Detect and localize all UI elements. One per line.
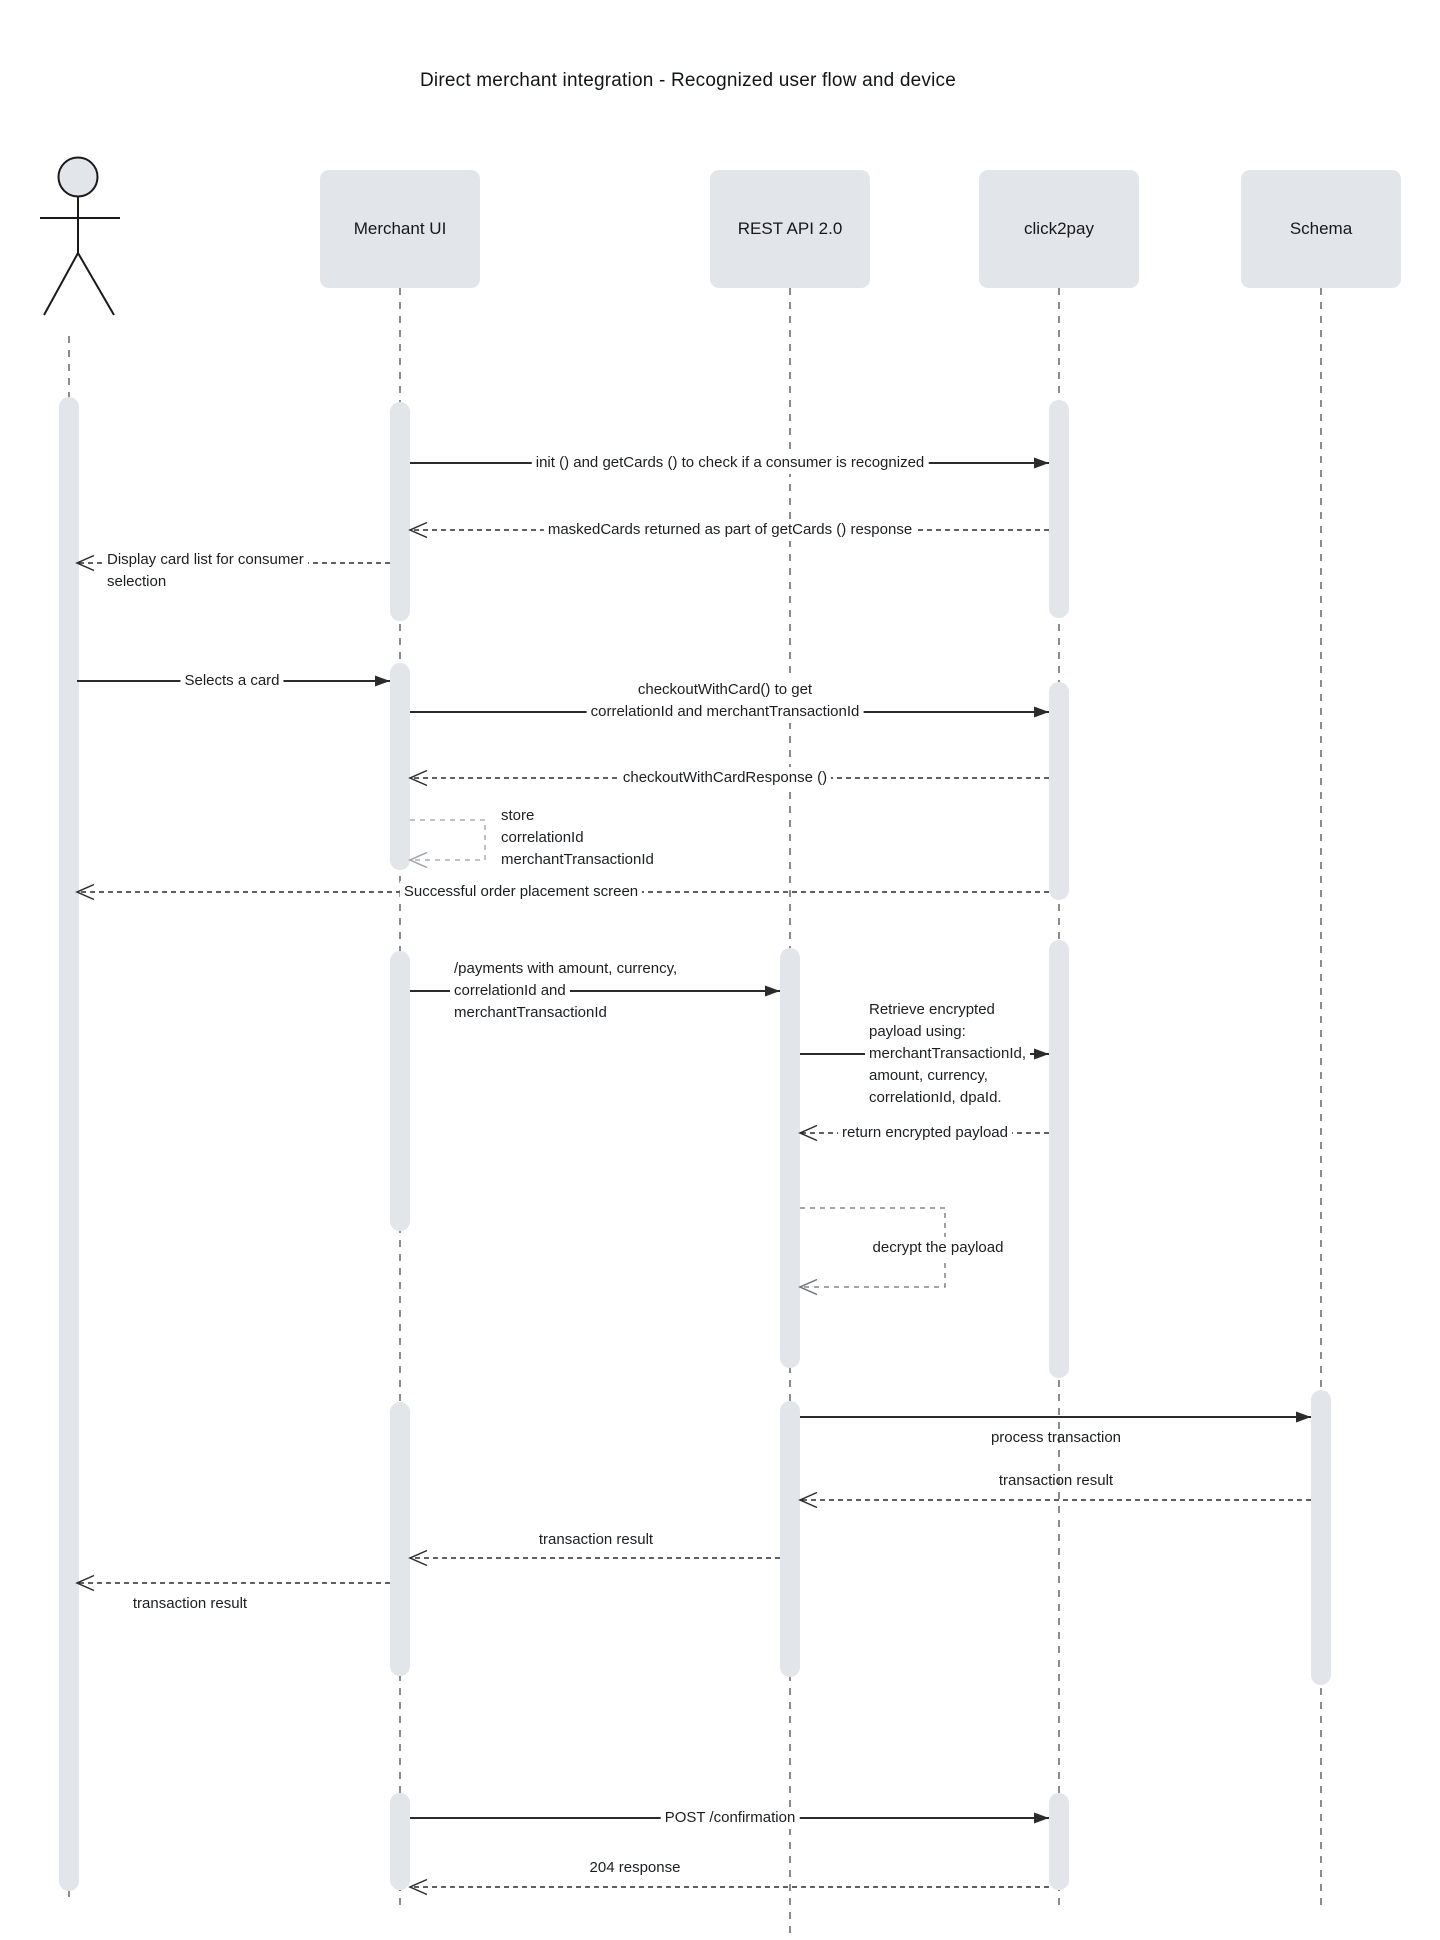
message-checkoutwithcard-label: checkoutWithCard() to get correlationId and merchantTransactionId	[587, 679, 864, 723]
message-display-card-list-label: Display card list for consumer selection	[103, 549, 308, 593]
message-retrieve-payload-label: Retrieve encrypted payload using: merchantTransactionId, amount, currency, correlationId, dpaId.	[865, 999, 1030, 1109]
participant-label-click2pay: click2pay	[1024, 219, 1094, 238]
participant-box-click2pay	[979, 170, 1139, 288]
message-checkoutwithcard-arrowhead	[1034, 707, 1049, 718]
activation-schema	[1311, 1390, 1331, 1685]
message-store-ids-label: store correlationId merchantTransactionId	[497, 805, 658, 871]
message-process-transaction-label: process transaction	[990, 1429, 1122, 1446]
activation-click2pay	[1049, 940, 1069, 1378]
message-successful-order-label: Successful order placement screen	[400, 881, 642, 903]
message-init-getcards-label: init () and getCards () to check if a consumer is recognized	[532, 452, 929, 474]
message-decrypt-payload-label: decrypt the payload	[869, 1237, 1008, 1259]
participant-box-merchant-ui	[320, 170, 480, 288]
message-transaction-result-rest-label: transaction result	[538, 1531, 654, 1548]
activation-click2pay	[1049, 682, 1069, 900]
message-post-confirmation-label: POST /confirmation	[661, 1807, 800, 1829]
message-init-getcards-arrowhead	[1034, 458, 1049, 469]
activation-user	[59, 397, 79, 1891]
activation-click2pay	[1049, 400, 1069, 618]
activation-rest-api	[780, 948, 800, 1368]
activation-click2pay	[1049, 1793, 1069, 1890]
message-204-response-label: 204 response	[589, 1859, 681, 1876]
message-retrieve-payload-arrowhead	[1034, 1049, 1049, 1060]
activation-merchant-ui	[390, 663, 410, 870]
message-transaction-result-user-label: transaction result	[132, 1595, 248, 1612]
message-store-ids-loop	[410, 820, 485, 860]
activation-merchant-ui	[390, 402, 410, 621]
participant-box-rest-api	[710, 170, 870, 288]
message-checkoutwithcard-response-label: checkoutWithCardResponse ()	[619, 767, 831, 789]
message-process-transaction-arrowhead	[1296, 1412, 1311, 1423]
message-maskedcards-label: maskedCards returned as part of getCards () response	[544, 519, 916, 541]
message-selects-a-card-arrowhead	[375, 676, 390, 687]
participant-label-rest-api: REST API 2.0	[737, 219, 843, 238]
activation-rest-api	[780, 1401, 800, 1677]
message-post-confirmation-arrowhead	[1034, 1813, 1049, 1824]
activation-merchant-ui	[390, 1793, 410, 1890]
message-payments-label: /payments with amount, currency, correlationId and merchantTransactionId	[450, 958, 681, 1024]
message-transaction-result-schema-label: transaction result	[998, 1472, 1114, 1489]
message-return-payload-label: return encrypted payload	[838, 1122, 1012, 1144]
participant-box-schema	[1241, 170, 1401, 288]
message-selects-a-card-label: Selects a card	[180, 670, 283, 692]
activation-merchant-ui	[390, 951, 410, 1231]
diagram-title: Direct merchant integration - Recognized user flow and device	[419, 70, 957, 91]
activation-merchant-ui	[390, 1402, 410, 1676]
participant-label-schema: Schema	[1289, 219, 1353, 238]
message-payments-arrowhead	[765, 986, 780, 997]
participant-label-merchant-ui: Merchant UI	[353, 219, 447, 238]
